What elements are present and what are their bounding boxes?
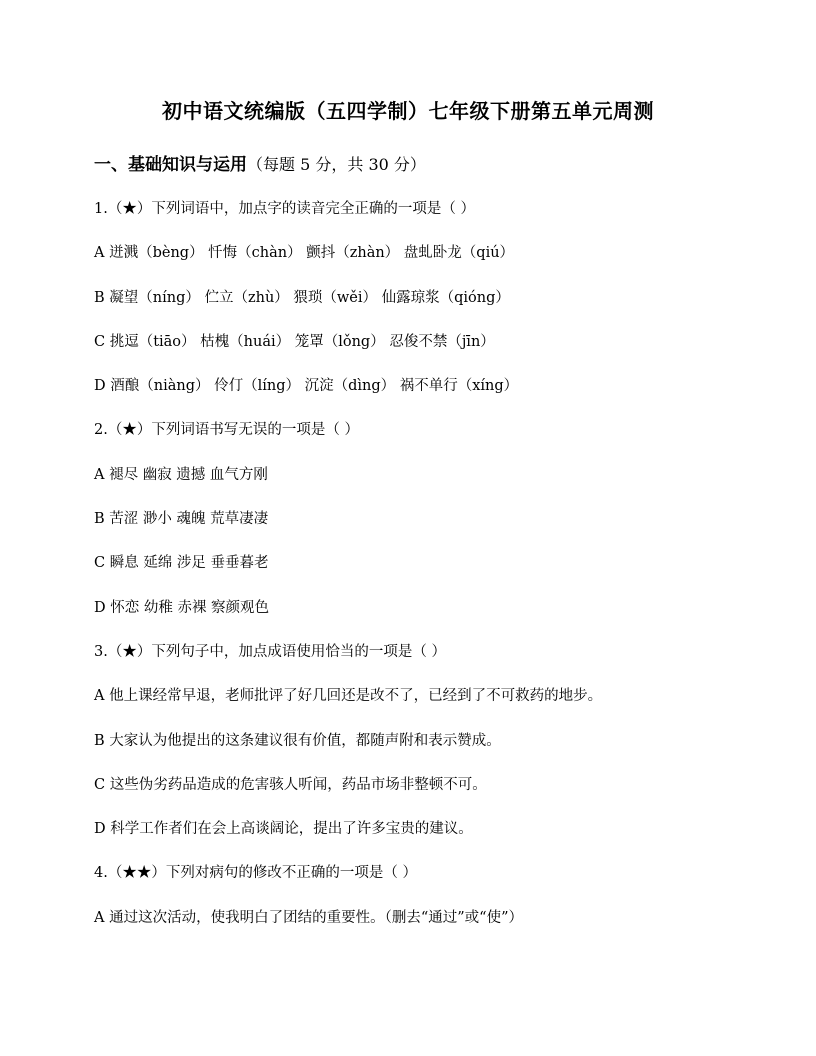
question-2-option-b: B 苦涩 渺小 魂魄 荒草凄凄: [94, 511, 269, 528]
question-4-option-a: A 通过这次活动，使我明白了团结的重要性。（删去“通过”或“使”）: [94, 909, 523, 926]
question-3-option-b: B 大家认为他提出的这条建议很有价值，都随声附和表示赞成。: [94, 732, 501, 749]
question-1-option-c: C 挑逗（tiāo） 枯槐（huái） 笼罩（lǒng） 忍俊不禁（jīn）: [94, 333, 495, 350]
question-3-stem: 3.（★）下列句子中，加点成语使用恰当的一项是（ ）: [94, 643, 446, 660]
question-1-option-b: B 凝望（níng） 伫立（zhù） 猥琐（wěi） 仙露琼浆（qióng）: [94, 289, 510, 306]
question-2-stem: 2.（★）下列词语书写无误的一项是（ ）: [94, 422, 359, 439]
document-title: 初中语文统编版（五四学制）七年级下册第五单元周测: [162, 99, 654, 123]
question-3-option-c: C 这些伪劣药品造成的危害骇人听闻，药品市场非整顿不可。: [94, 776, 487, 793]
question-4-stem: 4.（★★）下列对病句的修改不正确的一项是（ ）: [94, 865, 417, 882]
question-2-option-d: D 怀恋 幼稚 赤裸 察颜观色: [94, 599, 270, 616]
section-score-note: （每题 5 分，共 30 分）: [247, 155, 426, 174]
section-heading: [94, 150, 426, 175]
question-list: [94, 197, 794, 950]
question-1-stem: 1.（★）下列词语中，加点字的读音完全正确的一项是（ ）: [94, 201, 475, 217]
question-2-option-c: C 瞬息 延绵 涉足 垂垂暮老: [94, 555, 269, 572]
question-3-option-a: A 他上课经常早退，老师批评了好几回还是改不了，已经到了不可救药的地步。: [94, 688, 603, 705]
section-heading-text: 一、基础知识与运用: [94, 155, 247, 175]
question-1-option-a: A 迸溅（bèng） 忏悔（chàn） 颤抖（zhàn） 盘虬卧龙（qiú）: [94, 245, 515, 262]
question-1-option-d: D 酒酿（niàng） 伶仃（líng） 沉淀（dìng） 祸不单行（xíng）: [94, 378, 519, 395]
question-3-option-d: D 科学工作者们在会上高谈阔论，提出了许多宝贵的建议。: [94, 821, 473, 838]
question-2-option-a: A 褪尽 幽寂 遗撼 血气方刚: [94, 466, 268, 483]
